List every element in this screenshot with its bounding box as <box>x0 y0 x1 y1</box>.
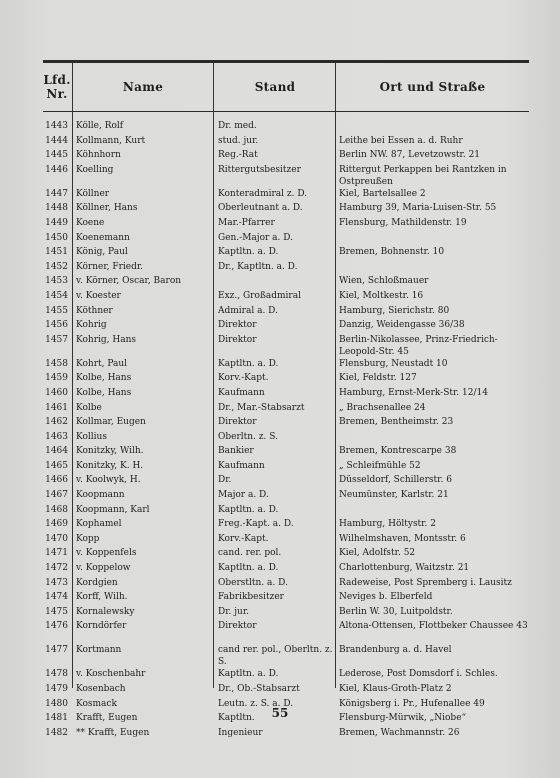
table-row <box>43 149 529 164</box>
row-nr: 1457 <box>45 334 68 345</box>
table-row <box>43 591 529 606</box>
row-nr: 1465 <box>45 460 68 471</box>
row-stand: Kaptltn. a. D. <box>218 358 279 369</box>
table-row <box>43 334 529 358</box>
row-nr: 1479 <box>45 684 68 694</box>
table-row <box>43 533 529 548</box>
row-nr: 1448 <box>45 203 68 214</box>
row-nr: 1482 <box>45 727 68 738</box>
row-nr: 1470 <box>45 533 68 544</box>
row-stand: Mar.-Pfarrer <box>218 217 275 228</box>
row-nr: 1443 <box>45 121 68 131</box>
row-ort: Hamburg 39, Maria-Luisen-Str. 55 <box>339 203 497 214</box>
table-row <box>43 358 529 373</box>
row-stand: Fabrikbesitzer <box>218 592 284 603</box>
row-name: Konitzky, K. H. <box>76 460 144 471</box>
row-name: v. Koolwyk, H. <box>76 475 141 486</box>
row-ort: Hamburg, Höltystr. 2 <box>339 519 436 530</box>
row-ort: Charlottenburg, Waitzstr. 21 <box>339 563 470 574</box>
table-row <box>43 547 529 562</box>
row-name: Kornalewsky <box>76 606 135 617</box>
row-stand: Dr., Ob.-Stabsarzt <box>218 684 300 694</box>
table-row <box>43 474 529 489</box>
table-row <box>43 445 529 460</box>
row-stand: stud. jur. <box>218 135 259 146</box>
row-ort: Hamburg, Sierichstr. 80 <box>339 305 450 316</box>
row-stand: Kaptltn. <box>218 713 255 724</box>
row-stand: Oberstltn. a. D. <box>218 577 288 588</box>
row-nr: 1456 <box>45 320 68 331</box>
row-name: v. Körner, Oscar, Baron <box>76 276 182 287</box>
row-nr: 1447 <box>45 188 68 199</box>
row-name: Kohrig <box>76 320 107 331</box>
row-stand: Korv.-Kapt. <box>218 373 269 384</box>
row-nr: 1468 <box>45 504 68 515</box>
row-nr: 1449 <box>45 217 68 228</box>
row-nr: 1467 <box>45 490 68 501</box>
row-name: Kollmar, Eugen <box>76 417 146 428</box>
row-name: Konitzky, Wilh. <box>76 446 144 457</box>
row-ort: Berlin W. 30, Luitpoldstr. <box>339 606 453 617</box>
row-ort: Königsberg i. Pr., Hufenallee 49 <box>339 698 485 709</box>
row-name: Kollius <box>76 431 107 442</box>
row-stand: Direktor <box>218 621 257 632</box>
row-stand: Exz., Großadmiral <box>218 290 301 301</box>
table-row <box>43 120 529 135</box>
row-name: Korndörfer <box>76 621 127 632</box>
row-nr: 1471 <box>45 548 68 559</box>
row-stand: Gen.-Major a. D. <box>218 232 294 243</box>
row-name: Köllner <box>76 188 110 199</box>
row-stand: cand. rer. pol. <box>218 548 282 559</box>
row-name: Kophamel <box>76 519 122 530</box>
row-nr: 1462 <box>45 417 68 428</box>
row-ort: Leithe bei Essen a. d. Ruhr <box>339 135 463 146</box>
table-row <box>43 135 529 150</box>
row-stand: Kaptltn. a. D. <box>218 504 279 515</box>
table-row <box>43 606 529 621</box>
row-name: v. Koppelow <box>76 563 131 574</box>
table-body <box>43 120 529 741</box>
row-nr: 1454 <box>45 290 68 301</box>
row-ort: „ Schleifmühle 52 <box>339 460 421 471</box>
row-ort: Neumünster, Karlstr. 21 <box>339 490 449 501</box>
row-nr: 1458 <box>45 358 68 369</box>
row-ort: Bremen, Kontrescarpe 38 <box>339 446 457 457</box>
row-nr: 1460 <box>45 387 68 398</box>
table-row <box>43 164 529 188</box>
table-row <box>43 319 529 334</box>
row-name: Koene <box>76 217 105 228</box>
row-nr: 1477 <box>45 645 68 656</box>
row-nr: 1445 <box>45 150 68 161</box>
row-stand: Kaptltn. a. D. <box>218 247 279 258</box>
header-name: Name <box>122 80 164 94</box>
row-ort: Kiel, Bartelsallee 2 <box>339 188 426 199</box>
row-stand: Kaufmann <box>218 387 265 398</box>
table-row <box>43 261 529 276</box>
row-name: ** Krafft, Eugen <box>76 727 150 738</box>
header-ort: Ort und Straße <box>379 80 486 94</box>
row-name: Korff, Wilh. <box>76 592 128 603</box>
page-number: 55 <box>271 706 289 720</box>
row-name: Köhnhorn <box>76 150 121 161</box>
table-row <box>43 217 529 232</box>
row-nr: 1481 <box>45 713 68 724</box>
row-stand: Rittergutsbesitzer <box>218 164 301 175</box>
row-nr: 1475 <box>45 606 68 617</box>
row-ort: Neviges b. Elberfeld <box>339 592 433 603</box>
row-nr: 1474 <box>45 592 68 603</box>
table-row <box>43 416 529 431</box>
row-nr: 1446 <box>45 164 68 175</box>
row-name: Kohrt, Paul <box>76 358 128 369</box>
row-stand: Direktor <box>218 417 257 428</box>
row-name: v. Koppenfels <box>76 548 137 559</box>
row-nr: 1463 <box>45 431 68 442</box>
row-ort: Berlin NW. 87, Levetzowstr. 21 <box>339 150 481 161</box>
row-name: Köthner <box>76 305 113 316</box>
table-row <box>43 518 529 533</box>
row-nr: 1476 <box>45 621 68 632</box>
row-stand: Korv.-Kapt. <box>218 533 269 544</box>
row-ort: Rittergut Perkappen bei Rantzken in Ostpreußen <box>339 164 507 187</box>
row-name: Kopp <box>76 533 100 544</box>
row-nr: 1480 <box>45 698 68 709</box>
row-stand: Direktor <box>218 320 257 331</box>
row-stand: Direktor <box>218 334 257 345</box>
row-stand: cand rer. pol., Oberltn. z. S. <box>218 645 333 668</box>
row-nr: 1453 <box>45 276 68 287</box>
row-ort: Kiel, Adolfstr. 52 <box>339 548 416 559</box>
row-ort: Kiel, Klaus-Groth-Platz 2 <box>339 684 452 694</box>
table-row <box>43 489 529 504</box>
row-name: Kolbe, Hans <box>76 387 132 398</box>
row-ort: Flensburg, Neustadt 10 <box>339 358 448 369</box>
table-row <box>43 372 529 387</box>
row-nr: 1473 <box>45 577 68 588</box>
table-row <box>43 644 529 668</box>
table-row <box>43 431 529 446</box>
row-stand: Ingenieur <box>218 727 263 738</box>
table-row <box>43 562 529 577</box>
table-row <box>43 402 529 417</box>
row-stand: Dr. jur. <box>218 606 250 617</box>
row-ort: Bremen, Bentheimstr. 23 <box>339 417 454 428</box>
row-nr: 1459 <box>45 373 68 384</box>
row-name: Kollmann, Kurt <box>76 135 146 146</box>
table-row <box>43 387 529 402</box>
row-name: Koenemann <box>76 232 130 243</box>
row-ort: Lederose, Post Domsdorf i. Schles. <box>339 669 498 680</box>
header-rule <box>43 111 529 112</box>
row-stand: Oberltn. z. S. <box>218 431 278 442</box>
row-name: Koopmann <box>76 490 125 501</box>
row-name: v. Koester <box>76 290 121 301</box>
table-row <box>43 460 529 475</box>
row-stand: Kaptltn. a. D. <box>218 669 279 680</box>
row-stand: Reg.-Rat <box>218 150 258 161</box>
table-row <box>43 727 529 742</box>
row-stand: Dr., Kaptltn. a. D. <box>218 261 298 272</box>
row-ort: Altona-Ottensen, Flottbeker Chaussee 43 <box>339 621 528 632</box>
row-stand: Admiral a. D. <box>218 305 278 316</box>
row-ort: Flensburg, Mathildenstr. 19 <box>339 217 467 228</box>
row-name: Kosenbach <box>76 684 126 694</box>
table-row <box>43 305 529 320</box>
row-ort: Kiel, Feldstr. 127 <box>339 373 417 384</box>
table-row <box>43 620 529 644</box>
row-name: Kosmack <box>76 698 117 709</box>
row-ort: Radeweise, Post Spremberg i. Lausitz <box>339 577 512 588</box>
row-ort: Kiel, Moltkestr. 16 <box>339 290 424 301</box>
row-nr: 1466 <box>45 475 68 486</box>
row-name: Kortmann <box>76 645 122 656</box>
table-row <box>43 202 529 217</box>
row-name: Kolbe, Hans <box>76 373 132 384</box>
table-row <box>43 246 529 261</box>
row-name: Koopmann, Karl <box>76 504 150 515</box>
row-name: v. Koschenbahr <box>76 669 146 680</box>
row-name: Koelling <box>76 164 114 175</box>
row-name: Kolbe <box>76 402 102 413</box>
row-name: Kohrig, Hans <box>76 334 136 345</box>
row-ort: Danzig, Weidengasse 36/38 <box>339 320 465 331</box>
row-ort: Flensburg-Mürwik, „Niobe“ <box>339 713 467 724</box>
row-name: König, Paul <box>76 247 128 258</box>
header-stand: Stand <box>254 80 296 94</box>
table-row <box>43 577 529 592</box>
row-ort: Wilhelmshaven, Montsstr. 6 <box>339 533 466 544</box>
row-ort: Düsseldorf, Schillerstr. 6 <box>339 475 452 486</box>
row-nr: 1455 <box>45 305 68 316</box>
row-nr: 1472 <box>45 563 68 574</box>
row-ort: Bremen, Bohnenstr. 10 <box>339 247 445 258</box>
row-stand: Konteradmiral z. D. <box>218 188 308 199</box>
row-name: Köllner, Hans <box>76 203 138 214</box>
row-ort: „ Brachsenallee 24 <box>339 402 426 413</box>
table-row <box>43 275 529 290</box>
row-ort: Bremen, Wachmannstr. 26 <box>339 727 460 738</box>
row-stand: Leutn. z. S. a. D. <box>218 698 294 709</box>
row-name: Kordgien <box>76 577 118 588</box>
table-row <box>43 290 529 305</box>
row-stand: Kaptltn. a. D. <box>218 563 279 574</box>
row-nr: 1450 <box>45 232 68 243</box>
table-row <box>43 504 529 519</box>
table-header <box>43 63 529 111</box>
row-stand: Oberleutnant a. D. <box>218 203 303 214</box>
row-stand: Dr., Mar.-Stabsarzt <box>218 402 305 413</box>
row-stand: Dr. <box>218 475 232 486</box>
row-stand: Major a. D. <box>218 490 269 501</box>
row-stand: Dr. med. <box>218 121 257 131</box>
row-name: Krafft, Eugen <box>76 713 138 724</box>
table-row <box>43 668 529 683</box>
row-ort: Brandenburg a. d. Havel <box>339 645 452 656</box>
row-nr: 1461 <box>45 402 68 413</box>
table-row <box>43 683 529 698</box>
row-ort: Hamburg, Ernst-Merk-Str. 12/14 <box>339 387 488 398</box>
row-nr: 1452 <box>45 261 68 272</box>
row-stand: Kaufmann <box>218 460 265 471</box>
row-name: Kölle, Rolf <box>76 121 124 131</box>
row-nr: 1444 <box>45 135 68 146</box>
row-nr: 1451 <box>45 247 68 258</box>
row-name: Körner, Friedr. <box>76 261 144 272</box>
row-stand: Bankier <box>218 446 254 457</box>
header-nr: Lfd. Nr. <box>43 73 71 101</box>
row-nr: 1478 <box>45 669 68 680</box>
row-nr: 1464 <box>45 446 68 457</box>
row-ort: Berlin-Nikolassee, Prinz-Friedrich-Leopold-Str. 45 <box>339 334 498 357</box>
row-ort: Wien, Schloßmauer <box>339 276 429 287</box>
row-stand: Freg.-Kapt. a. D. <box>218 519 294 530</box>
row-nr: 1469 <box>45 519 68 530</box>
table-row <box>43 188 529 203</box>
table-row <box>43 232 529 247</box>
